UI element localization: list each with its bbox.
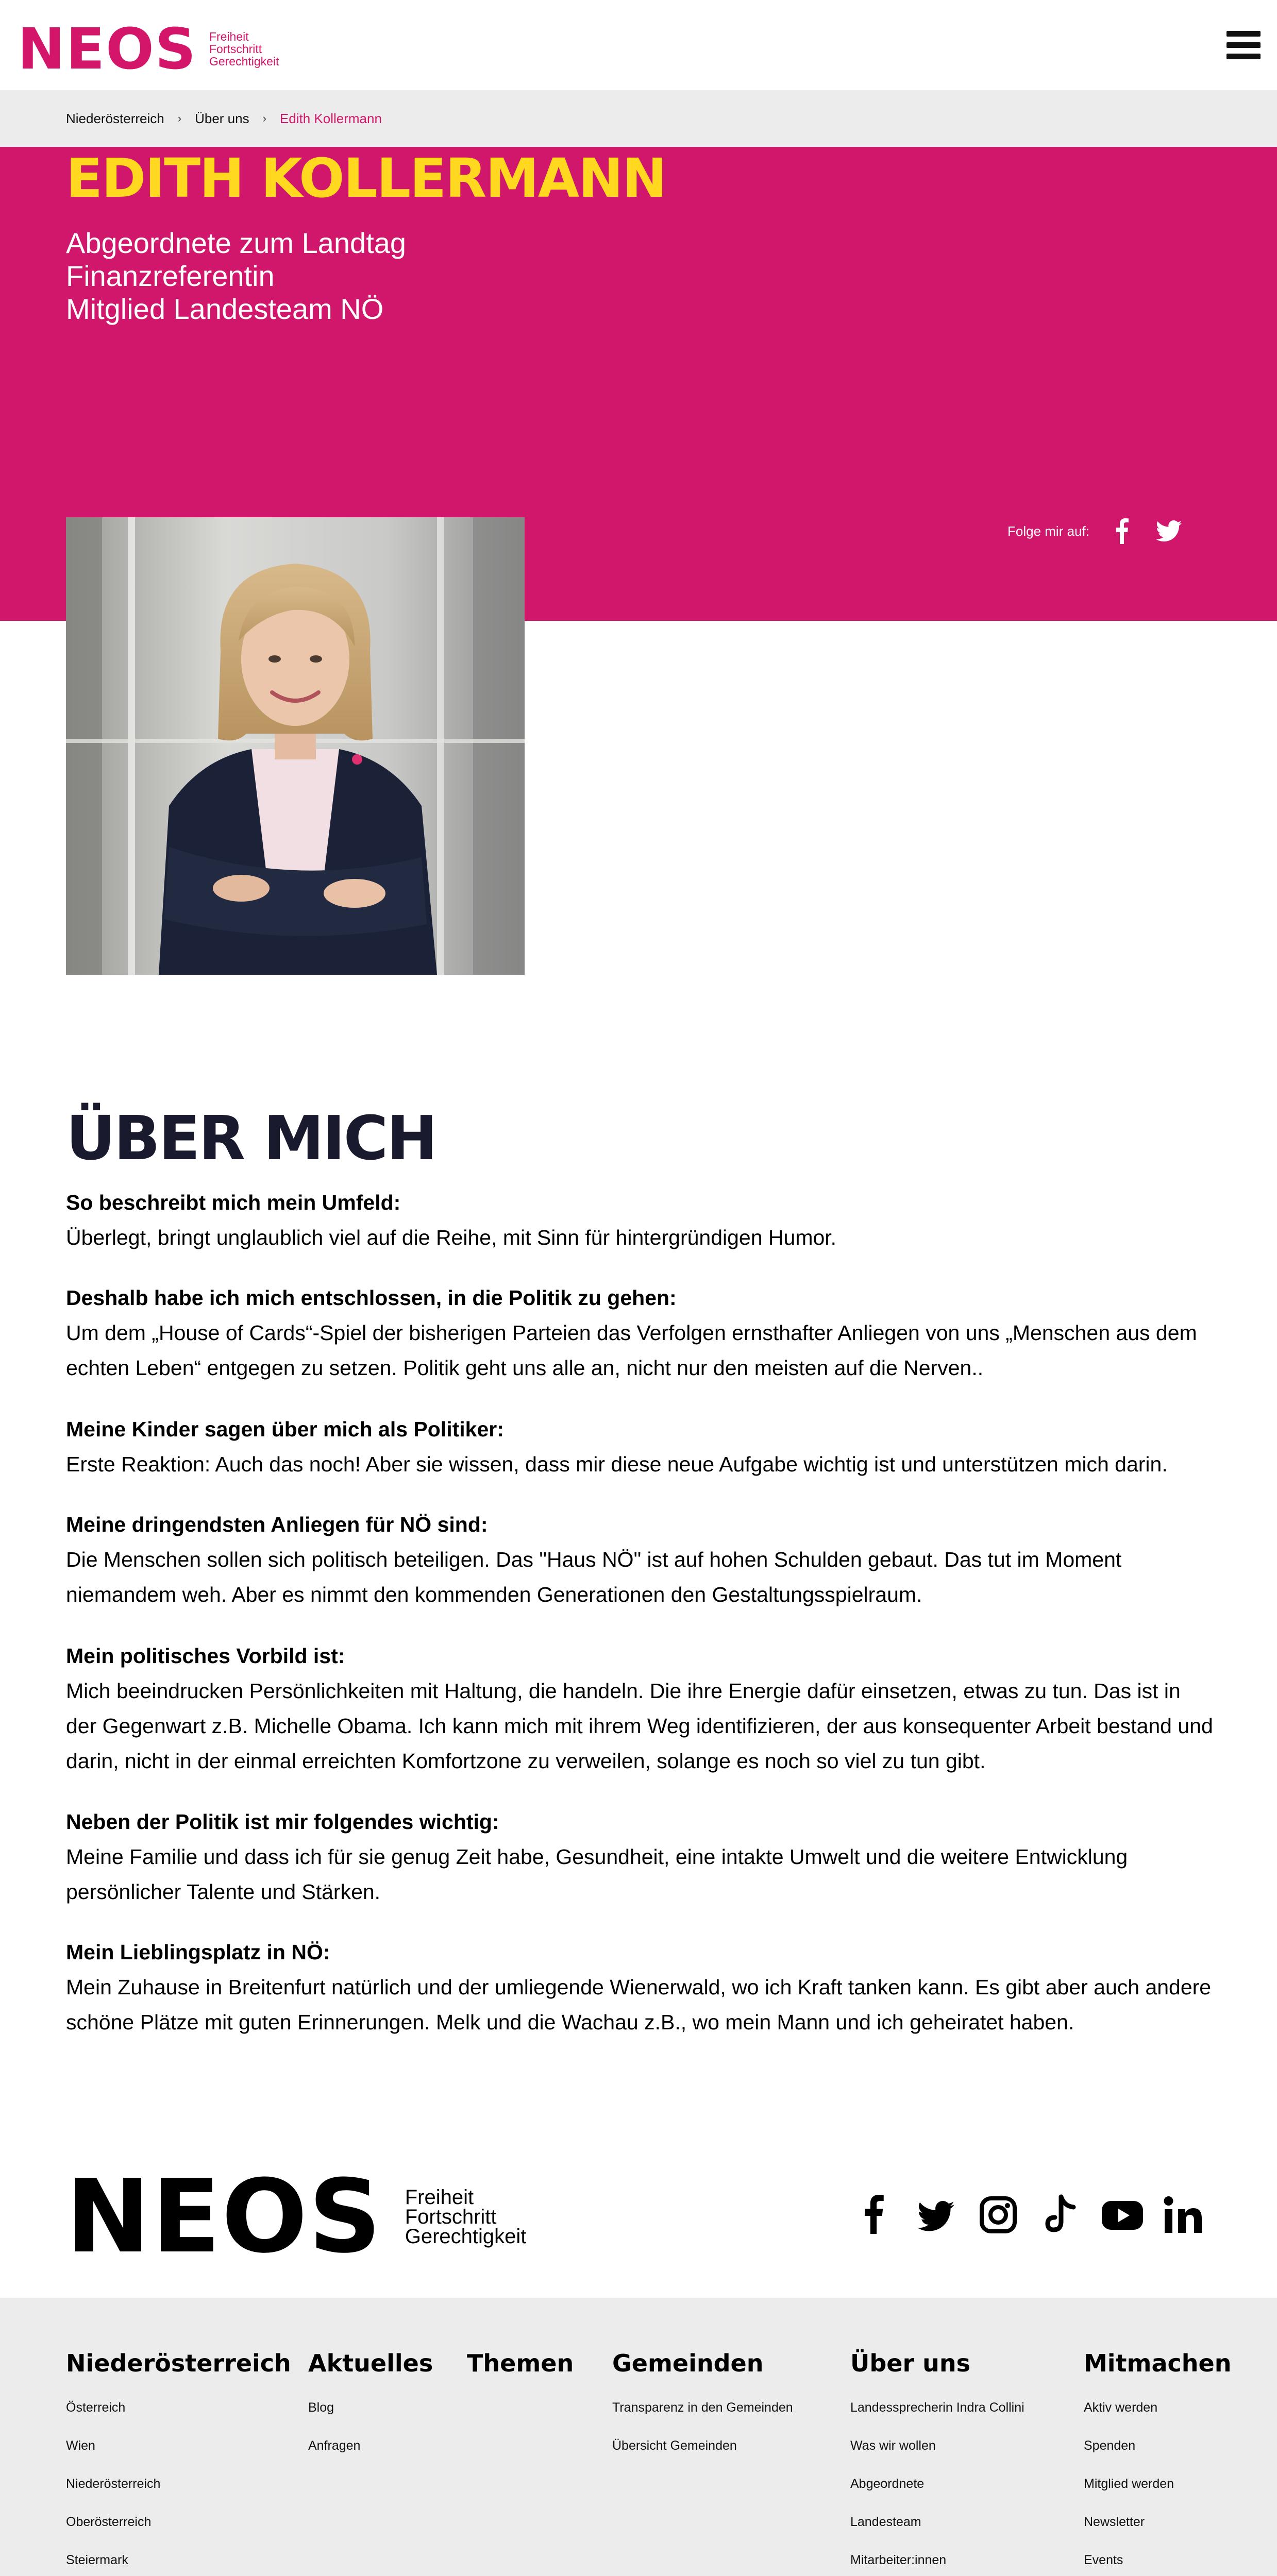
breadcrumb-current: Edith Kollermann bbox=[279, 110, 382, 126]
chevron-right-icon: › bbox=[262, 112, 266, 125]
about-question: Mein Lieblingsplatz in NÖ: bbox=[66, 1940, 330, 1964]
footer-heading[interactable]: Gemeinden bbox=[612, 2349, 764, 2377]
neos-logo[interactable] bbox=[18, 16, 279, 82]
role-item: Mitglied Landesteam NÖ bbox=[66, 293, 384, 325]
tagline-line: Fortschritt bbox=[209, 42, 262, 56]
footer-link[interactable]: Was wir wollen bbox=[850, 2438, 936, 2453]
about-section bbox=[66, 1280, 1215, 1385]
about-answer: Die Menschen sollen sich politisch beteiligen. Das "Haus NÖ" ist auf hohen Schulden gebaut. Das tut im Moment niemandem weh. Aber es nimmt den kommenden Generationen den Gestaltungsspielraum. bbox=[66, 1548, 1122, 1606]
breadcrumb-item[interactable]: Niederösterreich bbox=[66, 110, 164, 126]
footer-logo-wordmark: NEOS bbox=[66, 2158, 382, 2276]
facebook-icon[interactable] bbox=[863, 2195, 884, 2236]
about-answer: Meine Familie und dass ich für sie genug Zeit habe, Gesundheit, eine intakte Umwelt und die weitere Entwicklung persönlicher Talente und Stärken. bbox=[66, 1845, 1128, 1904]
footer-heading[interactable]: Niederösterreich bbox=[66, 2349, 291, 2377]
footer-link[interactable]: Österreich bbox=[66, 2400, 126, 2415]
hamburger-menu-icon[interactable] bbox=[1226, 31, 1261, 60]
footer-link[interactable]: Aktiv werden bbox=[1084, 2400, 1158, 2415]
about-section bbox=[66, 1804, 1215, 1909]
follow-bar bbox=[1007, 518, 1182, 544]
about-question: Meine Kinder sagen über mich als Politiker: bbox=[66, 1417, 504, 1441]
tagline-line: Freiheit bbox=[405, 2186, 474, 2209]
footer-logo-tagline bbox=[405, 2188, 527, 2246]
about-answer: Überlegt, bringt unglaublich viel auf die Reihe, mit Sinn für hintergründigen Humor. bbox=[66, 1226, 837, 1249]
about-question: Meine dringendsten Anliegen für NÖ sind: bbox=[66, 1513, 488, 1536]
footer-link[interactable]: Mitarbeiter:innen bbox=[850, 2553, 947, 2567]
about-section bbox=[66, 1507, 1215, 1612]
about-heading: ÜBER MICH bbox=[66, 1103, 436, 1174]
footer-link[interactable]: Mitglied werden bbox=[1084, 2477, 1174, 2491]
footer-heading[interactable]: Mitmachen bbox=[1084, 2349, 1232, 2377]
twitter-icon[interactable] bbox=[917, 2201, 954, 2234]
footer-heading[interactable]: Über uns bbox=[850, 2349, 971, 2377]
footer-link[interactable]: Landesteam bbox=[850, 2515, 921, 2529]
tiktok-icon[interactable] bbox=[1044, 2194, 1077, 2236]
twitter-icon[interactable] bbox=[1155, 520, 1182, 542]
logo-wordmark: NEOS bbox=[18, 16, 197, 82]
footer-link[interactable]: Landessprecherin Indra Collini bbox=[850, 2400, 1024, 2415]
follow-label: Folge mir auf: bbox=[1007, 523, 1089, 539]
footer-column bbox=[308, 2349, 433, 2465]
footer-link[interactable]: Steiermark bbox=[66, 2553, 128, 2567]
footer-link[interactable]: Events bbox=[1084, 2553, 1123, 2567]
tagline-line: Fortschritt bbox=[405, 2206, 497, 2228]
youtube-icon[interactable] bbox=[1102, 2200, 1143, 2233]
footer-column bbox=[467, 2349, 574, 2388]
about-question: Mein politisches Vorbild ist: bbox=[66, 1644, 345, 1668]
about-question: Deshalb habe ich mich entschlossen, in die Politik zu gehen: bbox=[66, 1286, 677, 1310]
portrait-photo bbox=[66, 517, 525, 975]
footer-heading[interactable]: Themen bbox=[467, 2349, 574, 2377]
page-title: EDITH KOLLERMANN bbox=[66, 147, 666, 210]
footer-column bbox=[1084, 2349, 1231, 2576]
site-header bbox=[0, 0, 1277, 90]
linkedin-icon[interactable] bbox=[1164, 2196, 1203, 2236]
breadcrumb bbox=[0, 90, 1277, 147]
logo-tagline bbox=[209, 30, 279, 67]
about-answer: Mich beeindrucken Persönlichkeiten mit Haltung, die handeln. Die ihre Energie dafür einsetzen, etwas zu tun. Das ist in der Gegenwart z.B. Michelle Obama. Ich kann mich mit ihrem Weg identifizieren, der aus konsequenter Arbeit bestand und darin, nicht in der einmal erreichten Komfortzone zu verweilen, solange es noch so viel zu tun gibt. bbox=[66, 1679, 1213, 1773]
about-question: So beschreibt mich mein Umfeld: bbox=[66, 1191, 401, 1214]
about-answer: Um dem „House of Cards“-Spiel der bisherigen Parteien das Verfolgen ernsthafter Anliegen von uns „Menschen aus dem echten Leben“ entgegen zu setzen. Politik geht uns alle an, nicht nur den meisten auf die Nerven.. bbox=[66, 1321, 1197, 1380]
tagline-line: Freiheit bbox=[209, 30, 249, 43]
footer-link[interactable]: Spenden bbox=[1084, 2438, 1136, 2453]
footer-link[interactable]: Wien bbox=[66, 2438, 95, 2453]
about-section bbox=[66, 1412, 1215, 1482]
tagline-line: Gerechtigkeit bbox=[209, 55, 279, 68]
footer-link[interactable]: Oberösterreich bbox=[66, 2515, 152, 2529]
footer-link[interactable]: Übersicht Gemeinden bbox=[612, 2438, 737, 2453]
footer-column bbox=[850, 2349, 1024, 2576]
about-answer: Erste Reaktion: Auch das noch! Aber sie wissen, dass mir diese neue Aufgabe wichtig ist und unterstützen mich darin. bbox=[66, 1452, 1168, 1476]
role-list bbox=[66, 227, 406, 326]
breadcrumb-item[interactable]: Über uns bbox=[195, 110, 249, 126]
instagram-icon[interactable] bbox=[979, 2196, 1017, 2236]
tagline-line: Gerechtigkeit bbox=[405, 2225, 527, 2248]
footer-link[interactable]: Transparenz in den Gemeinden bbox=[612, 2400, 793, 2415]
role-item: Abgeordnete zum Landtag bbox=[66, 227, 407, 259]
footer-link[interactable]: Anfragen bbox=[308, 2438, 361, 2453]
footer-column bbox=[612, 2349, 793, 2465]
about-section bbox=[66, 1638, 1215, 1778]
role-item: Finanzreferentin bbox=[66, 260, 275, 292]
about-answer: Mein Zuhause in Breitenfurt natürlich und der umliegende Wienerwald, wo ich Kraft tanken kann. Es gibt aber auch andere schöne Plätze mit guten Erinnerungen. Melk und die Wachau z.B., wo mein Mann und ich geheiratet haben. bbox=[66, 1975, 1212, 2034]
about-section bbox=[66, 1185, 1215, 1255]
footer-link[interactable]: Newsletter bbox=[1084, 2515, 1145, 2529]
footer-heading[interactable]: Aktuelles bbox=[308, 2349, 433, 2377]
about-section bbox=[66, 1935, 1215, 2040]
footer-link[interactable]: Abgeordnete bbox=[850, 2477, 925, 2491]
footer-column bbox=[66, 2349, 291, 2576]
about-question: Neben der Politik ist mir folgendes wichtig: bbox=[66, 1810, 499, 1834]
footer-link[interactable]: Blog bbox=[308, 2400, 334, 2415]
footer-link[interactable]: Niederösterreich bbox=[66, 2477, 161, 2491]
footer-neos-logo[interactable] bbox=[66, 2158, 527, 2276]
facebook-icon[interactable] bbox=[1115, 518, 1129, 544]
chevron-right-icon: › bbox=[177, 112, 182, 125]
